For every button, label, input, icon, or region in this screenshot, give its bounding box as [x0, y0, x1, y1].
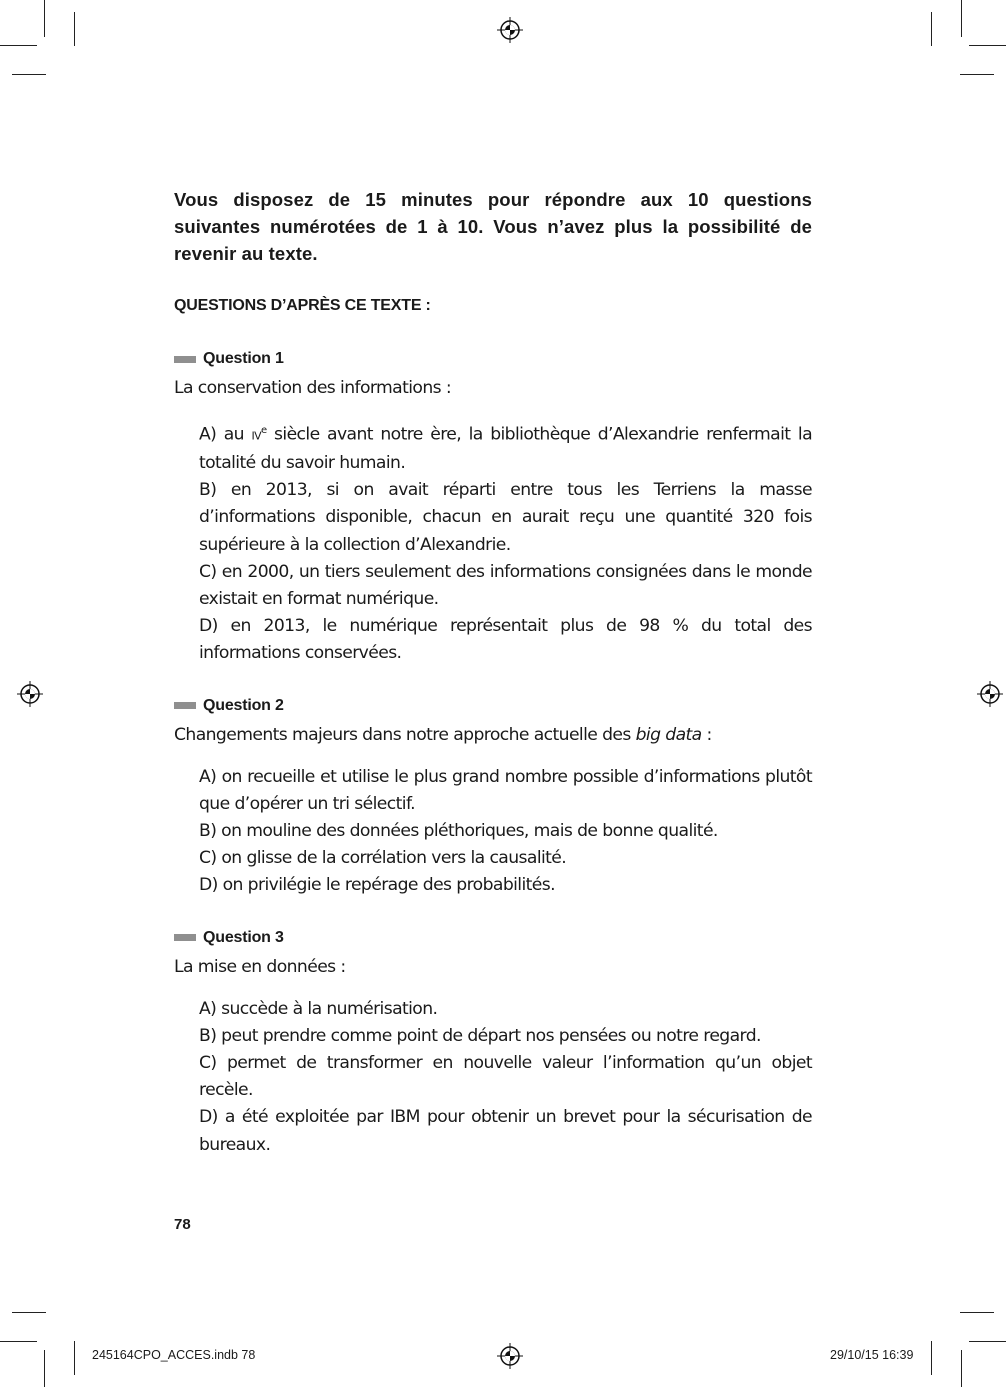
question-3: [174, 929, 812, 1159]
crop-mark: [969, 45, 1006, 46]
question-stem: La mise en données :: [174, 956, 346, 977]
answer-option-c: C) permet de transformer en nouvelle valeur l’information qu’un objet recèle.: [199, 1052, 812, 1101]
answer-list: [199, 764, 812, 900]
question-heading: [174, 929, 812, 947]
question-1: [174, 350, 812, 668]
superscript: e: [261, 425, 267, 436]
question-bar-icon: [174, 702, 196, 709]
question-title: Question 1: [203, 350, 284, 367]
answer-list: [199, 417, 812, 668]
registration-mark-icon: [977, 681, 1003, 707]
crop-mark: [960, 74, 994, 75]
question-bar-icon: [174, 934, 196, 941]
stem-text: Changements majeurs dans notre approche actuelle des: [174, 724, 636, 745]
answer-option-a: A) succède à la numérisation.: [199, 998, 438, 1019]
crop-mark: [0, 45, 37, 46]
registration-mark-icon: [497, 1343, 523, 1369]
question-heading: [174, 697, 812, 715]
crop-mark: [969, 1341, 1006, 1342]
crop-mark: [961, 0, 962, 37]
section-title: QUESTIONS D’APRÈS CE TEXTE :: [174, 297, 431, 314]
crop-mark: [961, 1350, 962, 1387]
crop-mark: [12, 74, 46, 75]
question-bar-icon: [174, 356, 196, 363]
crop-mark: [74, 12, 75, 46]
crop-mark: [0, 1341, 37, 1342]
crop-mark: [44, 1350, 45, 1387]
crop-mark: [74, 1341, 75, 1375]
question-heading: [174, 350, 812, 368]
crop-mark: [12, 1312, 46, 1313]
answer-option-b: B) on mouline des données pléthoriques, mais de bonne qualité.: [199, 820, 718, 841]
crop-mark: [960, 1312, 994, 1313]
stem-italic: big data: [635, 724, 702, 745]
answer-option-a: A) on recueille et utilise le plus grand nombre possible d’informations plutôt que d’opérer un tri sélectif.: [199, 766, 812, 814]
footer-date: 29/10/15 16:39: [830, 1348, 914, 1362]
answer-prefix: A) au: [199, 424, 252, 445]
question-title: Question 3: [203, 928, 284, 946]
question-title: Question 2: [203, 696, 284, 714]
registration-mark-icon: [17, 681, 43, 707]
answer-option-a: [199, 417, 812, 477]
answer-option-c: C) en 2000, un tiers seulement des informations consignées dans le monde existait en format numérique.: [199, 561, 812, 609]
stem-suffix: :: [701, 724, 712, 745]
page-number: 78: [174, 1216, 191, 1233]
question-2: [174, 697, 812, 900]
roman-numeral: IV: [251, 429, 262, 443]
answer-option-d: D) en 2013, le numérique représentait plus de 98 % du total des informations conservées.: [199, 616, 812, 664]
question-stem: La conservation des informations :: [174, 378, 452, 398]
answer-text: siècle avant notre ère, la bibliothèque d’Alexandrie renfermait la totalité du savoir humain.: [199, 424, 813, 473]
answer-option-d: D) on privilégie le repérage des probabilités.: [199, 875, 555, 896]
footer-file: 245164CPO_ACCES.indb 78: [92, 1348, 256, 1362]
answer-option-d: D) a été exploitée par IBM pour obtenir un brevet pour la sécurisation de bureaux.: [199, 1107, 812, 1155]
crop-mark: [931, 1341, 932, 1375]
crop-mark: [931, 12, 932, 46]
page-content: [174, 186, 812, 1159]
question-stem: [174, 722, 812, 749]
registration-mark-icon: [497, 17, 523, 43]
answer-list: [199, 996, 812, 1159]
answer-option-b: B) peut prendre comme point de départ nos pensées ou notre regard.: [199, 1025, 761, 1046]
answer-option-c: C) on glisse de la corrélation vers la causalité.: [199, 848, 567, 869]
answer-option-b: B) en 2013, si on avait réparti entre tous les Terriens la masse d’informations disponible, chacun en aurait reçu une quantité 320 fois supérieure à la collection d’Alexandrie.: [199, 480, 812, 555]
instructions: Vous disposez de 15 minutes pour répondre aux 10 questions suivantes numérotées de 1 à 10. Vous n’avez plus la possibilité de revenir au texte.: [174, 189, 812, 264]
crop-mark: [44, 0, 45, 37]
